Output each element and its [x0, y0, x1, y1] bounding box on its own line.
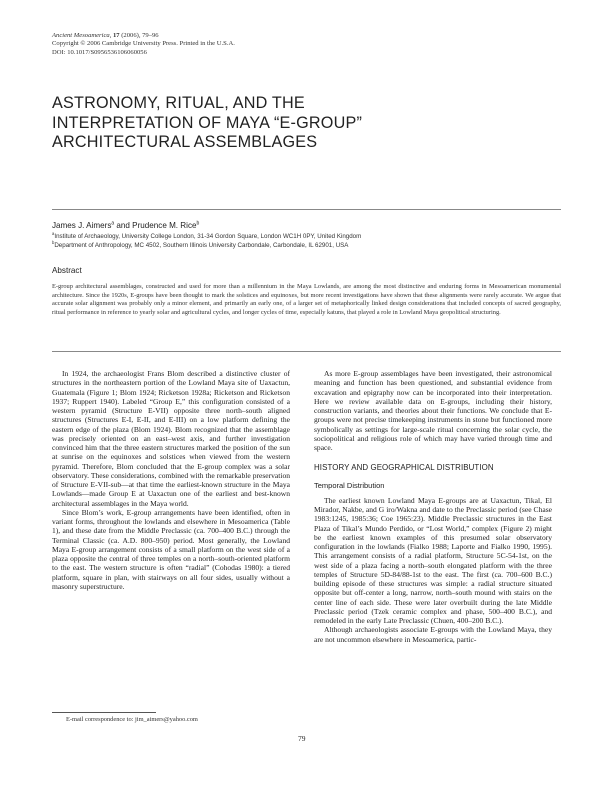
affiliation-text: Institute of Archaeology, University College London, 31-34 Gordon Square, London WC1H 0PY, United Kingdom: [54, 233, 362, 240]
subsection-heading: Temporal Distribution: [314, 480, 385, 490]
title-rule: [52, 209, 561, 210]
page-number: 79: [298, 734, 306, 743]
journal-year-pages: (2006), 79–96: [121, 32, 159, 39]
affiliation: [52, 239, 349, 250]
article-title: [52, 94, 572, 153]
body-column-right: [314, 369, 552, 644]
body-column-left: [52, 369, 290, 591]
doi-line: DOI: 10.1017/S0956536106060056: [52, 48, 147, 56]
title-line: ASTRONOMY, RITUAL, AND THE: [52, 94, 305, 112]
affiliation-mark: a: [52, 230, 55, 236]
author-conjunction: and: [114, 221, 133, 230]
body-paragraph: In 1924, the archaeologist Frans Blom described a distinctive cluster of structures in the northeastern portion of the Lowland Maya site of Uaxactun, Guatemala (Figure 1; Blom 1924; Ricketson 1928a; Ricketson and Ricketson 1937; Ruppert 1940). Labeled “Group E,” this configuration consisted of a western pyramid (Structure E-VII) opposite three north–south aligned structures (Structures E-I, E-II, and E-III) on a low platform defining the eastern edge of the plaza (Blom 1924). Blom recognized that the assemblage was precisely oriented on an east–west axis, and further investigation convinced him that the three eastern structures marked the position of the sun at sunrise on the equinoxes and solstices when viewed from the western pyramid. Therefore, Blom concluded that the E-group complex was a solar observatory. These considerations, combined with the remarkable preservation of Structure E-VII-sub—at that time the earliest-known structure in the Maya Lowlands—made Group E at Uaxactun one of the earliest and best-known architectural assemblages in the Maya world.: [52, 369, 290, 508]
journal-name: Ancient Mesoamerica: [52, 32, 110, 39]
title-line: ARCHITECTURAL ASSEMBLAGES: [52, 133, 318, 151]
journal-citation-line: Ancient Mesoamerica, 17 (2006), 79–96: [52, 32, 159, 39]
author-affiliation-mark: b: [196, 220, 200, 227]
affiliation: [52, 230, 362, 241]
title-line: INTERPRETATION OF MAYA “E-GROUP”: [52, 113, 363, 132]
body-paragraph: As more E-group assemblages have been investigated, their astronomical meaning and function has been questioned, and substantial evidence from excavation and epigraphy now can be incorporated into their interpretation. Here we review available data on E-groups, including their history, construction variants, and theories about their functions. We conclude that E-groups were not precise timekeeping instruments in stone but functioned more symbolically as settings for large-scale ritual concerning the solar cycle, the sociopolitical and religious role of which may have varied through time and space.: [314, 369, 552, 452]
body-paragraph: Since Blom’s work, E-group arrangements have been identified, often in variant forms, throughout the lowlands and elsewhere in Mesoamerica (Table 1), and these date from the Middle Preclassic (ca. 700–400 B.C.) through the Terminal Classic (ca. A.D. 800–950) period. Most generally, the Lowland Maya E-group arrangement consists of a small platform on the west side of a plaza opposite the central of three temples on a north–south-oriented platform to the east. The western structure is often “radial” (Cohodas 1980): a tiered platform, square in plan, with stairways on all four sides, usually without a masonry superstructure.: [52, 507, 290, 591]
author-name: James J. Aimers: [52, 221, 112, 230]
body-paragraph: Although archaeologists associate E-groups with the Lowland Maya, they are not uncommon elsewhere in Mesoamerica, partic-: [314, 625, 552, 644]
body-paragraph: The earliest known Lowland Maya E-groups are at Uaxactun, Tikal, El Mirador, Nakbe, and G iro/Wakna and date to the Preclassic period (see Chase 1983:1245, 1985:36; Coe 1965:23). Middle Preclassic structures in the East Plaza of Tikal’s Mundo Perdido, or “Lost World,” complex (Figure 2) might be the earliest known examples of this presumed solar observatory configuration in the lowlands (Fialko 1988; Laporte and Fialko 1990, 1995). This arrangement consists of a radial platform, Structure 5C-54-1st, on the west side of a plaza facing a north–south elongated platform with the three temples of Structure 5D-84/88-1st to the east. The first (ca. 700–600 B.C.) building episode of these structures was simple: a radial structure situated opposite but off-center a long, narrow, north–south mound with stairs on the center line of each side. These were later overbuilt during the late Middle Preclassic period (Tzek ceramic complex and phase, 500–400 B.C.), and remodeled in the early Late Preclassic (Chuen, 400–200 B.C.).: [314, 495, 552, 625]
section-heading: HISTORY AND GEOGRAPHICAL DISTRIBUTION: [314, 463, 494, 473]
journal-citation: [52, 32, 235, 57]
abstract-heading: Abstract: [52, 266, 82, 275]
copyright-line: Copyright © 2006 Cambridge University Press. Printed in the U.S.A.: [52, 40, 235, 48]
abstract-text: E-group architectural assemblages, constructed and used for more than a millennium in the Maya Lowlands, are among the most distinctive and enduring forms in Mesoamerican monumental architecture. Since the 1920s, E-groups have been thought to mark the solstices and equinoxes, but more recent investigations have shown that these alignments were rarely accurate. We argue that accurate solar alignment was probably only a minor element, and primarily an early one, of a larger set of metaphorically linked design considerations that included concepts of sacred geography, ritual performance in reference to yearly solar and agricultural cycles, and longer cycles of time, especially katuns, that played a role in Lowland Maya geopolitical structuring.: [52, 283, 561, 316]
author-name: Prudence M. Rice: [132, 221, 197, 230]
footnote: E-mail correspondence to: jim_aimers@yahoo.com: [66, 716, 198, 723]
footnote-rule: [52, 712, 156, 713]
affiliation-mark: b: [52, 239, 55, 245]
abstract-rule: [52, 351, 561, 352]
author-affiliation-mark: a: [111, 220, 115, 227]
journal-volume: 17: [112, 32, 120, 39]
affiliation-text: Department of Anthropology, MC 4502, Southern Illinois University Carbondale, Carbondale, IL 62901, USA: [54, 242, 349, 249]
author-line: [52, 221, 199, 230]
